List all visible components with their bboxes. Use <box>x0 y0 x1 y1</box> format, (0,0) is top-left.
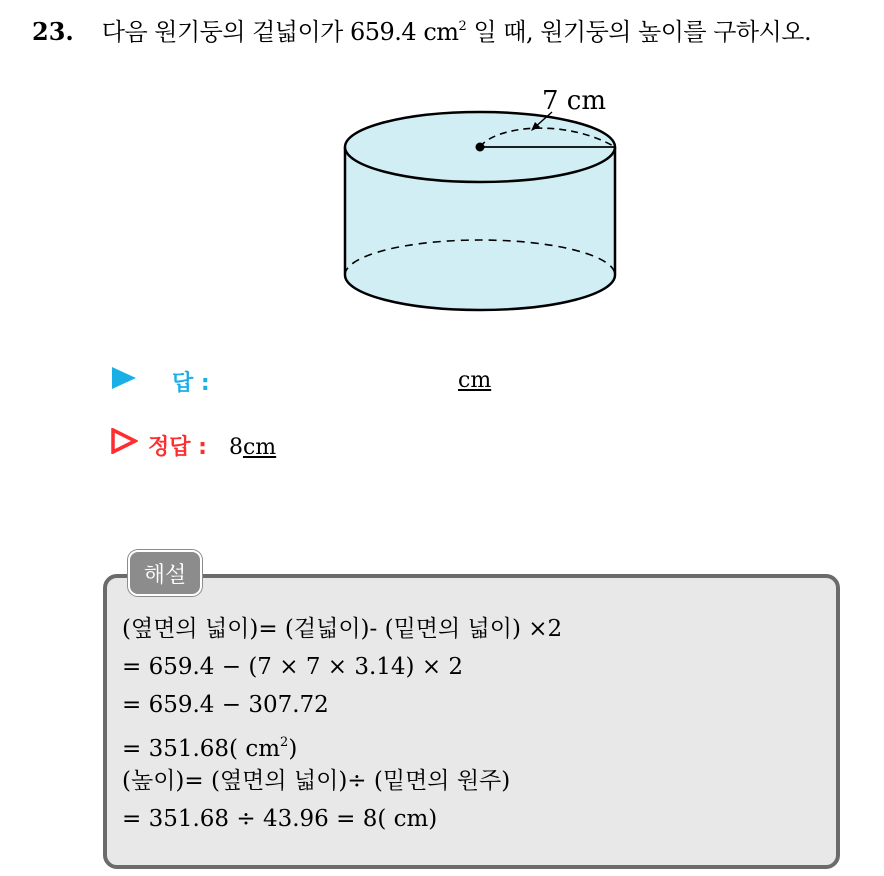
solution-line: = 351.68( $cm^2$) <box>122 735 298 762</box>
correct-answer-row <box>110 428 276 461</box>
play-outline-icon <box>110 428 146 458</box>
correct-answer-value: 8cm <box>228 435 277 460</box>
solution-tab: 해설 <box>128 550 202 596</box>
center-point <box>476 143 485 152</box>
question <box>32 12 811 47</box>
solution-line: (높이)= (옆면의 넓이)÷ (밑면의 원주) <box>122 768 511 794</box>
radius-label: 7 cm <box>542 86 607 116</box>
cylinder-figure <box>330 82 630 327</box>
solution-line: = 659.4 − 307.72 <box>122 692 329 718</box>
superscript: 2 <box>458 19 467 34</box>
solution-line: = 351.68 ÷ 43.96 = 8( cm) <box>122 806 438 832</box>
answer-row <box>110 366 210 397</box>
cylinder-drawing <box>330 82 630 327</box>
correct-answer-label: 정답 : <box>148 435 207 460</box>
question-text: 다음 원기둥의 겉넓이가 659.4 $cm^2$ 일 때, 원기둥의 높이를 구하시오. <box>101 18 812 46</box>
answer-unit: cm <box>458 368 492 393</box>
solution-line: = 659.4 − (7 × 7 × 3.14) × 2 <box>122 654 464 680</box>
solution-line: (옆면의 넓이)= (겉넓이)- (밑면의 넓이) ×2 <box>122 616 563 642</box>
answer-label: 답 : <box>172 371 210 396</box>
play-icon <box>110 366 146 394</box>
question-number: 23. <box>32 17 74 46</box>
solution-lines <box>122 610 562 838</box>
